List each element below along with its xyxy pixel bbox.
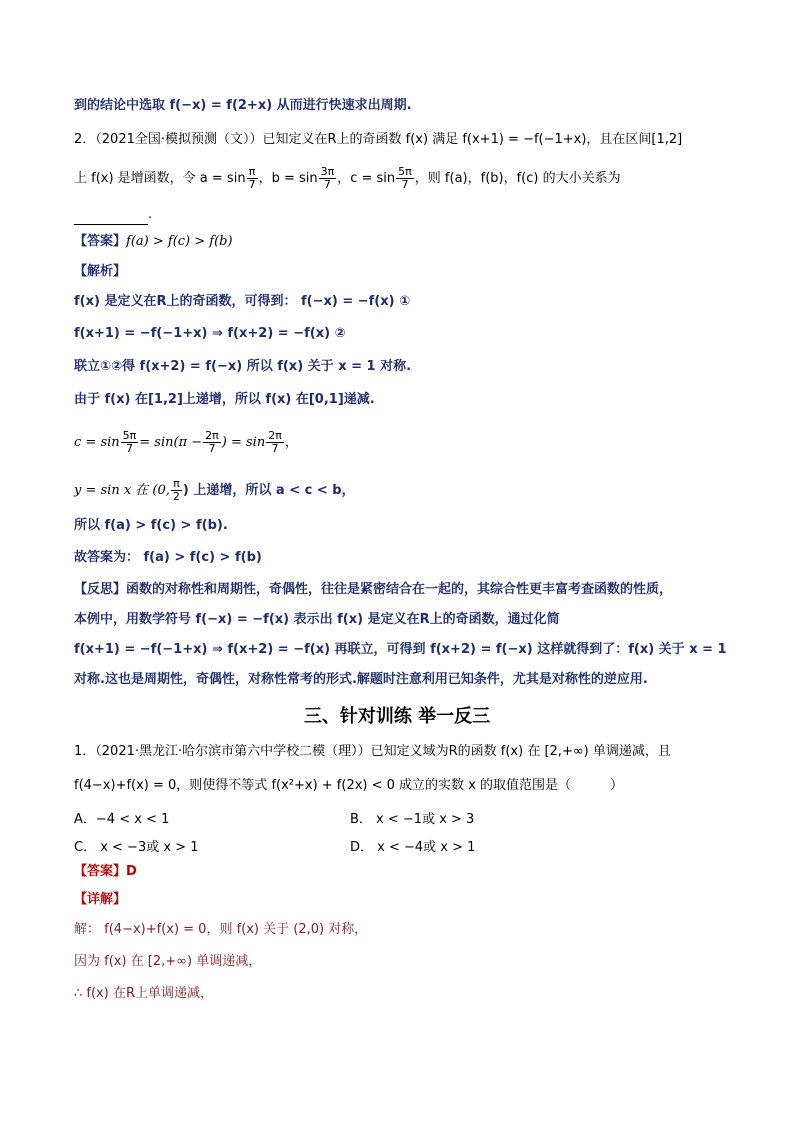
fraction-2pi-7: $\frac{2\pi}{7}$ <box>205 429 219 455</box>
fraction-2pi-7-b: $\frac{2\pi}{7}$ <box>268 429 282 455</box>
option-a: A．−4 < x < 1 <box>74 812 170 827</box>
answer-expression: f(a) > f(c) > f(b) <box>126 234 233 249</box>
q1-answer: 【答案】D <box>74 864 137 879</box>
reflection-line-2: 本例中，用数学符号 f(−x) = −f(x) 表示出 f(x) 是定义在R上的奇函数，通过化简 <box>74 612 560 627</box>
analysis-step-5 <box>74 430 298 455</box>
answer-blank <box>74 210 148 225</box>
c-def-c: ) = sin <box>221 435 266 450</box>
question-1-stem-line2: f(4−x)+f(x) = 0，则使得不等式 f(x²+x) + f(2x) < 0 成立的实数 x 的取值范围是（ ） <box>74 778 624 793</box>
option-b: B． x < −1或 x > 3 <box>350 812 475 827</box>
blank-period: . <box>148 207 153 222</box>
option-c: C． x < −3或 x > 1 <box>74 840 199 855</box>
analysis-step-4: 由于 f(x) 在[1,2]上递增，所以 f(x) 在[0,1]递减. <box>74 392 375 407</box>
analysis-step-1: f(x) 是定义在R上的奇函数，可得到： f(−x) = −f(x) ① <box>74 294 411 309</box>
analysis-conclusion: 故答案为： f(a) > f(c) > f(b) <box>74 550 262 565</box>
question-1-stem: 1．（2021·黑龙江·哈尔滨市第六中学校二模（理））已知定义域为R的函数 f(x) 在 [2,+∞) 单调递减，且 <box>74 744 671 759</box>
question-2-stem: 2．（2021全国·模拟预测（文））已知定义在R上的奇函数 f(x) 满足 f(x+1) = −f(−1+x)，且在区间[1,2] <box>74 132 683 147</box>
q1-detail-1: 解： f(4−x)+f(x) = 0，则 f(x) 关于 (2,0) 对称， <box>74 922 368 937</box>
q2-text-c: ，c = sin <box>337 171 396 186</box>
reflection-line-4: 对称.这也是周期性，奇偶性，对称性常考的形式.解题时注意利用已知条件，尤其是对称性的逆应用. <box>74 672 648 687</box>
fraction-5pi-7-b: $\frac{5\pi}{7}$ <box>122 429 137 455</box>
analysis-step-3: 联立①②得 f(x+2) = f(−x) 所以 f(x) 关于 x = 1 对称. <box>74 359 412 374</box>
q2-text-d: ，则 f(a)，f(b)，f(c) 的大小关系为 <box>414 171 621 186</box>
sin-interval-a: y = sin x 在 (0, <box>74 483 170 498</box>
c-def-a: c = sin <box>74 435 120 450</box>
c-def-b: = sin(π − <box>139 435 203 450</box>
reflection-line-1: 【反思】函数的对称性和周期性，奇偶性，往往是紧密结合在一起的，其综合性更丰富考查函数的性质， <box>74 582 673 597</box>
intro-line: 到的结论中选取 f(−x) = f(2+x) 从而进行快速求出周期. <box>74 98 412 113</box>
analysis-label: 【解析】 <box>74 264 127 279</box>
answer-line <box>74 232 233 252</box>
analysis-step-2: f(x+1) = −f(−1+x) ⇒ f(x+2) = −f(x) ② <box>74 326 346 341</box>
answer-label: 【答案】 <box>74 234 127 249</box>
fraction-pi-2: $\frac{\pi}{2}$ <box>172 477 180 503</box>
reflection-line-3: f(x+1) = −f(−1+x) ⇒ f(x+2) = −f(x) 再联立，可得到 f(x+2) = f(−x) 这样就得到了：f(x) 关于 x = 1 <box>74 642 727 657</box>
fraction-5pi-7: $\frac{5\pi}{7}$ <box>398 165 412 191</box>
question-2-stem-line2 <box>74 166 621 191</box>
q2-text-a: 上 f(x) 是增函数，令 a = sin <box>74 171 246 186</box>
analysis-step-7: 所以 f(a) > f(c) > f(b). <box>74 518 228 533</box>
c-def-d: ， <box>284 435 298 450</box>
q2-text-b: ，b = sin <box>258 171 318 186</box>
q1-detail-label: 【详解】 <box>74 892 127 907</box>
answer-blank-line <box>74 205 152 225</box>
analysis-step-6 <box>74 478 355 503</box>
option-d: D． x < −4或 x > 1 <box>350 840 476 855</box>
q1-detail-2: 因为 f(x) 在 [2,+∞) 单调递减， <box>74 954 262 969</box>
sin-interval-b: ) 上递增，所以 a < c < b， <box>182 483 355 498</box>
q1-detail-3: ∴ f(x) 在R上单调递减， <box>74 986 213 1001</box>
fraction-3pi-7: $\frac{3\pi}{7}$ <box>320 165 335 191</box>
fraction-pi-7: $\frac{\pi}{7}$ <box>248 165 256 191</box>
section-title: 三、针对训练 举一反三 <box>303 706 491 727</box>
